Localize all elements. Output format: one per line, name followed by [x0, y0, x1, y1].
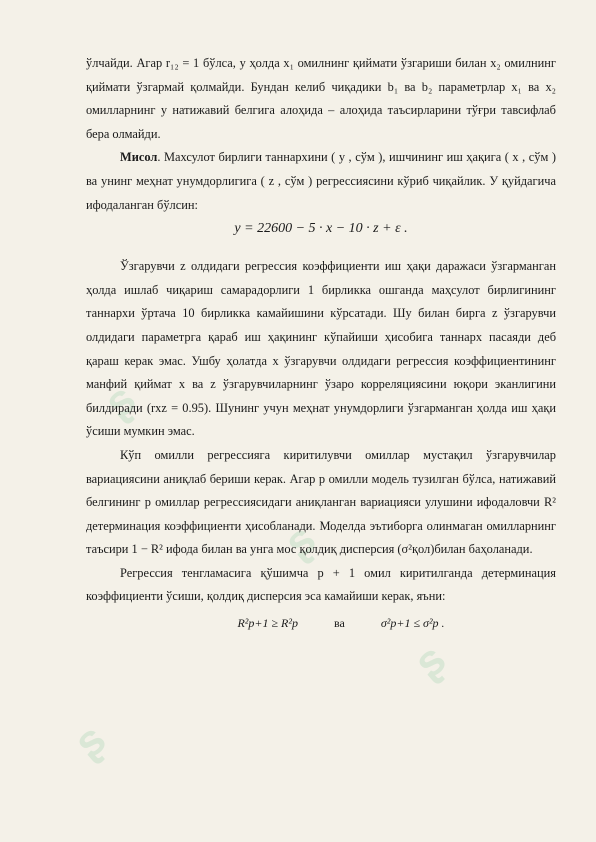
formula-sigma-inequality: σ²p+1 ≤ σ²p . — [380, 616, 445, 631]
formula-connector: ва — [333, 616, 345, 631]
paragraph-3: Ўзгарувчи z олдидаги регрессия коэффициенти иш ҳақи даражаси ўзгарманган ҳолда ишлаб чиқариш самарадорлиги 1 бирликка ошганда маҳсулот бирлигининг таннархи ўртача 10 бирликка камайишини кўрсатади. Шу билан бирга z ўзгарувчи олдидаги параметрга қараб иш ҳақининг кўпайиши ҳисобига таннарх пасаяди деб қараш керак эмас. Ушбу ҳолатда x ўзгарувчи олдидаги регрессия коэффициентининг манфий қиймат x ва z ўзгарувчиларнинг ўзаро корреляциясини юқори эканлигини билдиради (rxz = 0.95). Шунинг учун меҳнат унумдорлиги ўзгарманган ҳолда иш ҳақи ўсиши мумкин эмас. — [86, 259, 556, 439]
watermark-logo-3: ʂ — [404, 634, 456, 688]
example-label: Мисол — [120, 150, 158, 165]
formula-r2-inequality: R²p+1 ≥ R²p — [237, 616, 298, 631]
paragraph-5: Регрессия тенгламасига қўшимча p + 1 омил киритилганда детерминация коэффициенти ўсиши, қолдиқ дисперсия эса камайиши керак, яъни: — [86, 565, 556, 604]
formula-regression: y = 22600 − 5 · x − 10 · z + ε . — [234, 221, 408, 237]
paragraph-2 — [86, 146, 556, 217]
paragraph-2-text: . Махсулот бирлиги таннархини ( y , сўм ), ишчининг иш ҳақига ( x , сўм ) ва унинг меҳнат унумдорлигига ( z , сўм ) регрессиясини кўриб чиқайлик. У қуйдагича ифодаланган бўлсин: — [86, 150, 556, 212]
paragraph-1: ўлчайди. Агар r₁₂ = 1 бўлса, у ҳолда x₁ омилнинг қиймати ўзгариши билан x₂ омилнинг қиймати ўзгармай қолмайди. Бундан келиб чиқадики b₁ ва b₂ параметрлар x₁ ва x₂ омилларнинг y натижавий белгига алоҳида – алоҳида таъсирларини тўғри тавсифлаб бера олмайди. — [86, 56, 556, 141]
body-text — [86, 52, 556, 637]
formula-inequalities — [86, 609, 556, 637]
watermark-logo-4: ʂ — [94, 374, 146, 428]
watermark-logo-2: ʂ — [274, 514, 326, 568]
paragraph-4: Кўп омилли регрессияга киритилувчи омиллар мустақил ўзгарувчилар вариациясини аниқлаб бериши керак. Агар p омилли модель тузилган бўлса, натижавий белгининг p омиллар регрессиясидаги аниқланган вариацияси улушини ифодаловчи R² детерминация коэффициенти ҳисобланади. Моделда эътиборга олинмаган омилларнинг таъсири 1 − R² ифода билан ва унга мос қолдиқ дисперсия (σ²қол)билан баҳоланади. — [86, 447, 556, 557]
watermark-logo-1: ʂ — [64, 714, 116, 768]
